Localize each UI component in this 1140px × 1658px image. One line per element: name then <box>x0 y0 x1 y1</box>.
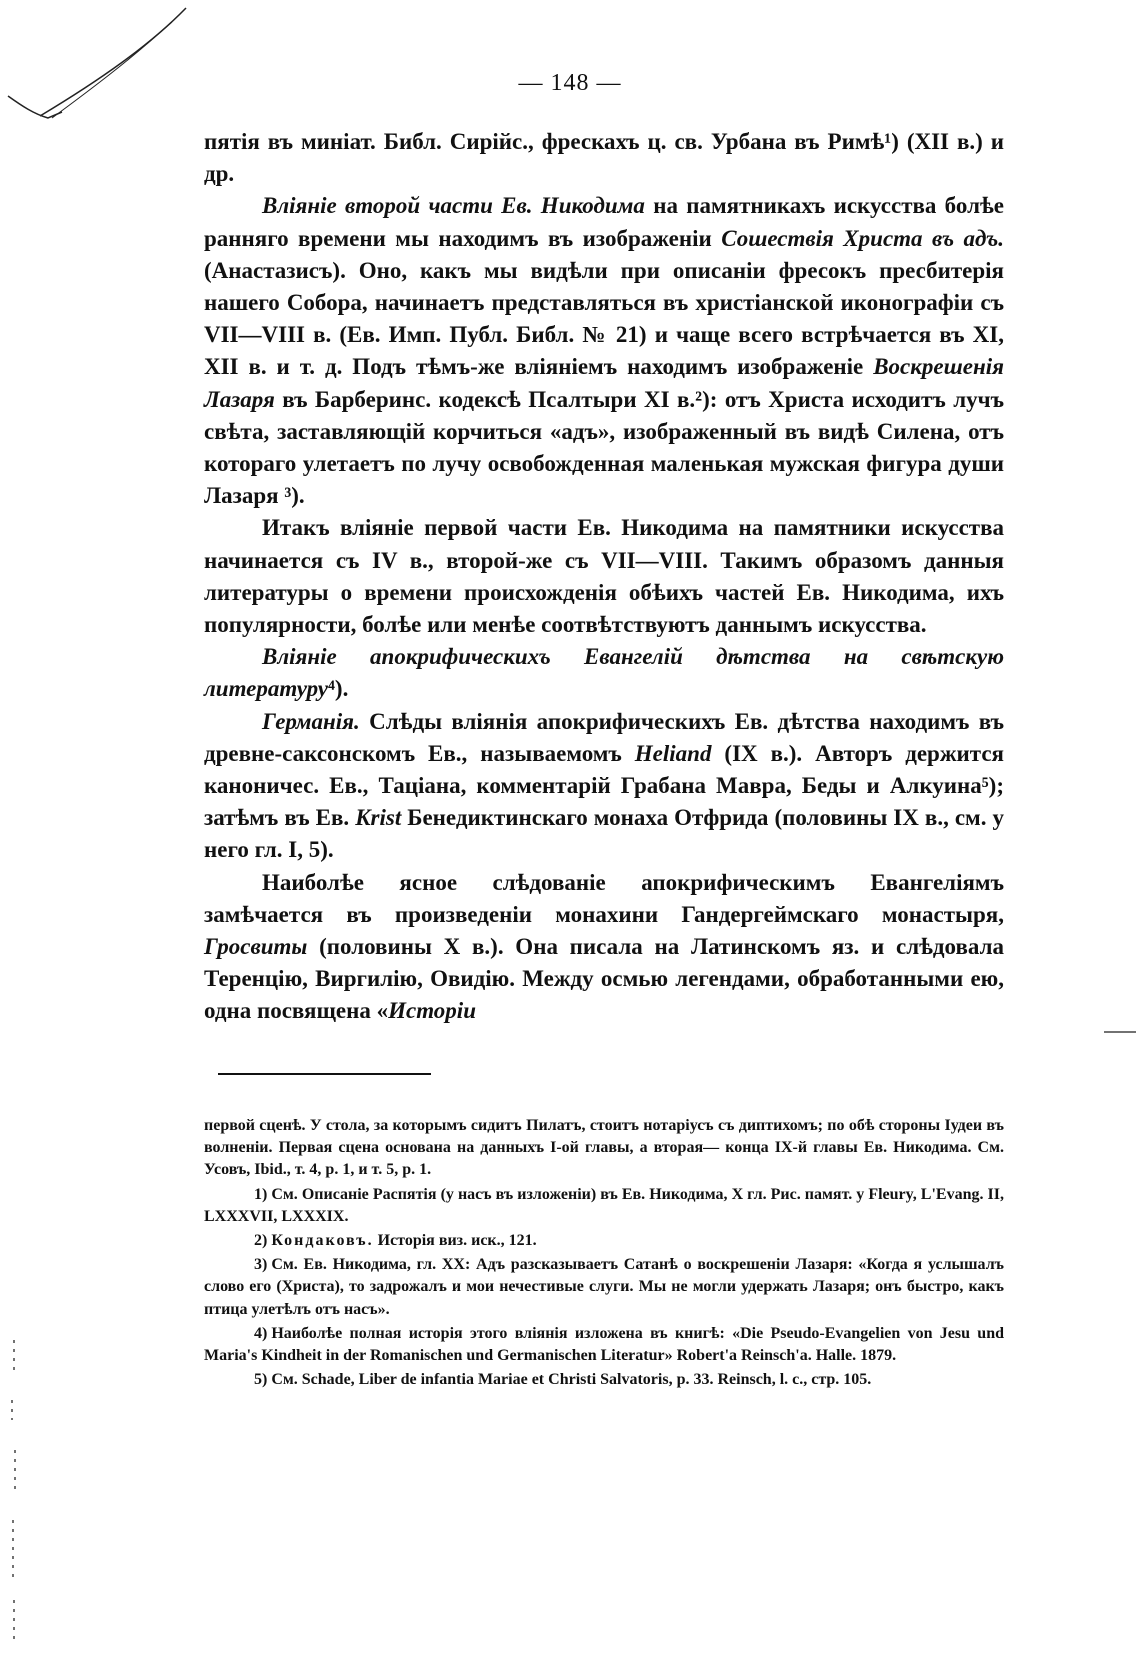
main-text <box>204 126 1004 1028</box>
paragraph-3: Итакъ вліяніе первой части Ев. Никодима на памятники искусства начинается съ IV в., второй-же съ VII—VIII. Такимъ образомъ данныя литературы о времени происхожденія обѣихъ частей Ев. Никодима, ихъ популярности, болѣе или менѣе соотвѣтствуютъ даннымъ искусства. <box>204 515 1004 638</box>
page-number: — 148 — <box>518 70 622 96</box>
paragraph-6: Наиболѣе ясное слѣдованіе апокрифическимъ Евангеліямъ замѣчается въ произведеніи монахини Гандергеймскаго монастыря, Гросвиты (половины X в.). Она писала на Латинскомъ яз. и слѣдовала Теренцію, Виргилію, Овидію. Между осмью легендами, обработанными ею, одна посвящена «Исторіи <box>204 869 1004 1024</box>
footnote-2: 2) Кондаковъ. Исторія виз. иск., 121. <box>254 1232 537 1250</box>
italic-krist: Krist <box>355 805 402 831</box>
footnote-continuation: первой сценѣ. У стола, за которымъ сидитъ Пилатъ, стоитъ нотаріусъ съ диптихомъ; по обѣ стороны Іудеи въ волненіи. Первая сцена основана на данныхъ I-ой главы, а вторая— конца IX-й главы Ев. Никодима. См. Усовъ, Ibid., т. 4, p. 1, и т. 5, p. 1. <box>204 1117 1004 1179</box>
italic-heliand: Heliand <box>634 740 712 766</box>
italic-heading-second-part: Вліяніе второй части Ев. Никодима <box>262 193 645 219</box>
scan-mark-right-edge <box>1100 1022 1140 1042</box>
italic-heading-infancy-gospels: Вліяніе апокрифическихъ Евангелій дѣтства на свѣтскую литературу <box>204 644 1004 702</box>
italic-hrotsvitha: Гросвиты <box>204 934 308 960</box>
paragraph-2: Вліяніе второй части Ев. Никодима на памятникахъ искусства болѣе ранняго времени мы находимъ въ изображеніи Сошествія Христа въ адъ. (Анастазисъ). Оно, какъ мы видѣли при описаніи фресокъ пресбитерія нашего Собора, начинаетъ представляться въ христіанской иконографіи съ VII—VIII в. (Ев. Имп. Публ. Библ. № 21) и чаще всего встрѣчается въ XI, XII в. и т. д. Подъ тѣмъ-же вліяніемъ находимъ изображеніе Воскрешенія Лазаря въ Барберинс. кодексѣ Псалтыри XI в.²): отъ Христа исходитъ лучъ свѣта, заставляющій корчиться «адъ», изображенный въ видѣ Силена, отъ котораго улетаетъ по лучу освобожденная маленькая мужская фигура души Лазаря ³). <box>204 193 1004 509</box>
italic-germany: Германія. <box>262 708 360 734</box>
footnote-1: 1) См. Описаніе Распятія (у насъ въ изложеніи) въ Ев. Никодима, X гл. Рис. памят. у Fleury, L'Evang. II, LXXXVII, LXXXIX. <box>204 1185 1004 1225</box>
italic-raising-of-lazarus: Воскрешенія Лазаря <box>204 354 1004 412</box>
paragraph-4-heading: Вліяніе апокрифическихъ Евангелій дѣтства на свѣтскую литературу⁴). <box>204 644 1004 702</box>
scan-mark-top-left <box>0 0 200 130</box>
footnote-4: 4) Наиболѣе полная исторія этого вліянія изложена въ книгѣ: «Die Pseudo-Evangelien von Jesu und Maria's Kindheit in der Romanischen und Germanischen Literatur» Robert'a Reinsch'a. Halle. 1879. <box>204 1324 1004 1365</box>
scan-mark-left-margin <box>0 1330 30 1650</box>
footnotes <box>204 1115 1004 1393</box>
footnote-3: 3) См. Ев. Никодима, гл. XX: Адъ разсказываетъ Сатанѣ о воскрешеніи Лазаря: «Когда я услышалъ слово его (Христа), то задрожалъ и мои нечестивые слуги. Мы не могли удержать Лазаря; онъ быстро, какъ птица улетѣлъ отъ насъ». <box>204 1256 1004 1318</box>
footnote-divider <box>218 1073 431 1075</box>
footnote-5: 5) См. Schade, Liber de infantia Mariae et Christi Salvatoris, p. 33. Reinsch, l. c., стр. 105. <box>254 1371 872 1389</box>
paragraph-5: Германія. Слѣды вліянія апокрифическихъ Ев. дѣтства находимъ въ древне-саксонскомъ Ев., называемомъ Heliand (IX в.). Авторъ держится каноничес. Ев., Таціана, комментарій Грабана Мавра, Беды и Алкуина⁵); затѣмъ въ Ев. Krist Бенедиктинскаго монаха Отфрида (половины IX в., см. у него гл. I, 5). <box>204 708 1005 863</box>
paragraph-1: пятія въ миніат. Библ. Сирійс., фрескахъ ц. св. Урбана въ Римѣ¹) (XII в.) и др. <box>204 129 1004 187</box>
italic-history: Исторіи <box>388 998 476 1024</box>
footnote-2-author: Кондаковъ. <box>271 1232 374 1250</box>
italic-descent-into-hell: Сошествія Христа въ адъ. <box>721 225 1004 251</box>
